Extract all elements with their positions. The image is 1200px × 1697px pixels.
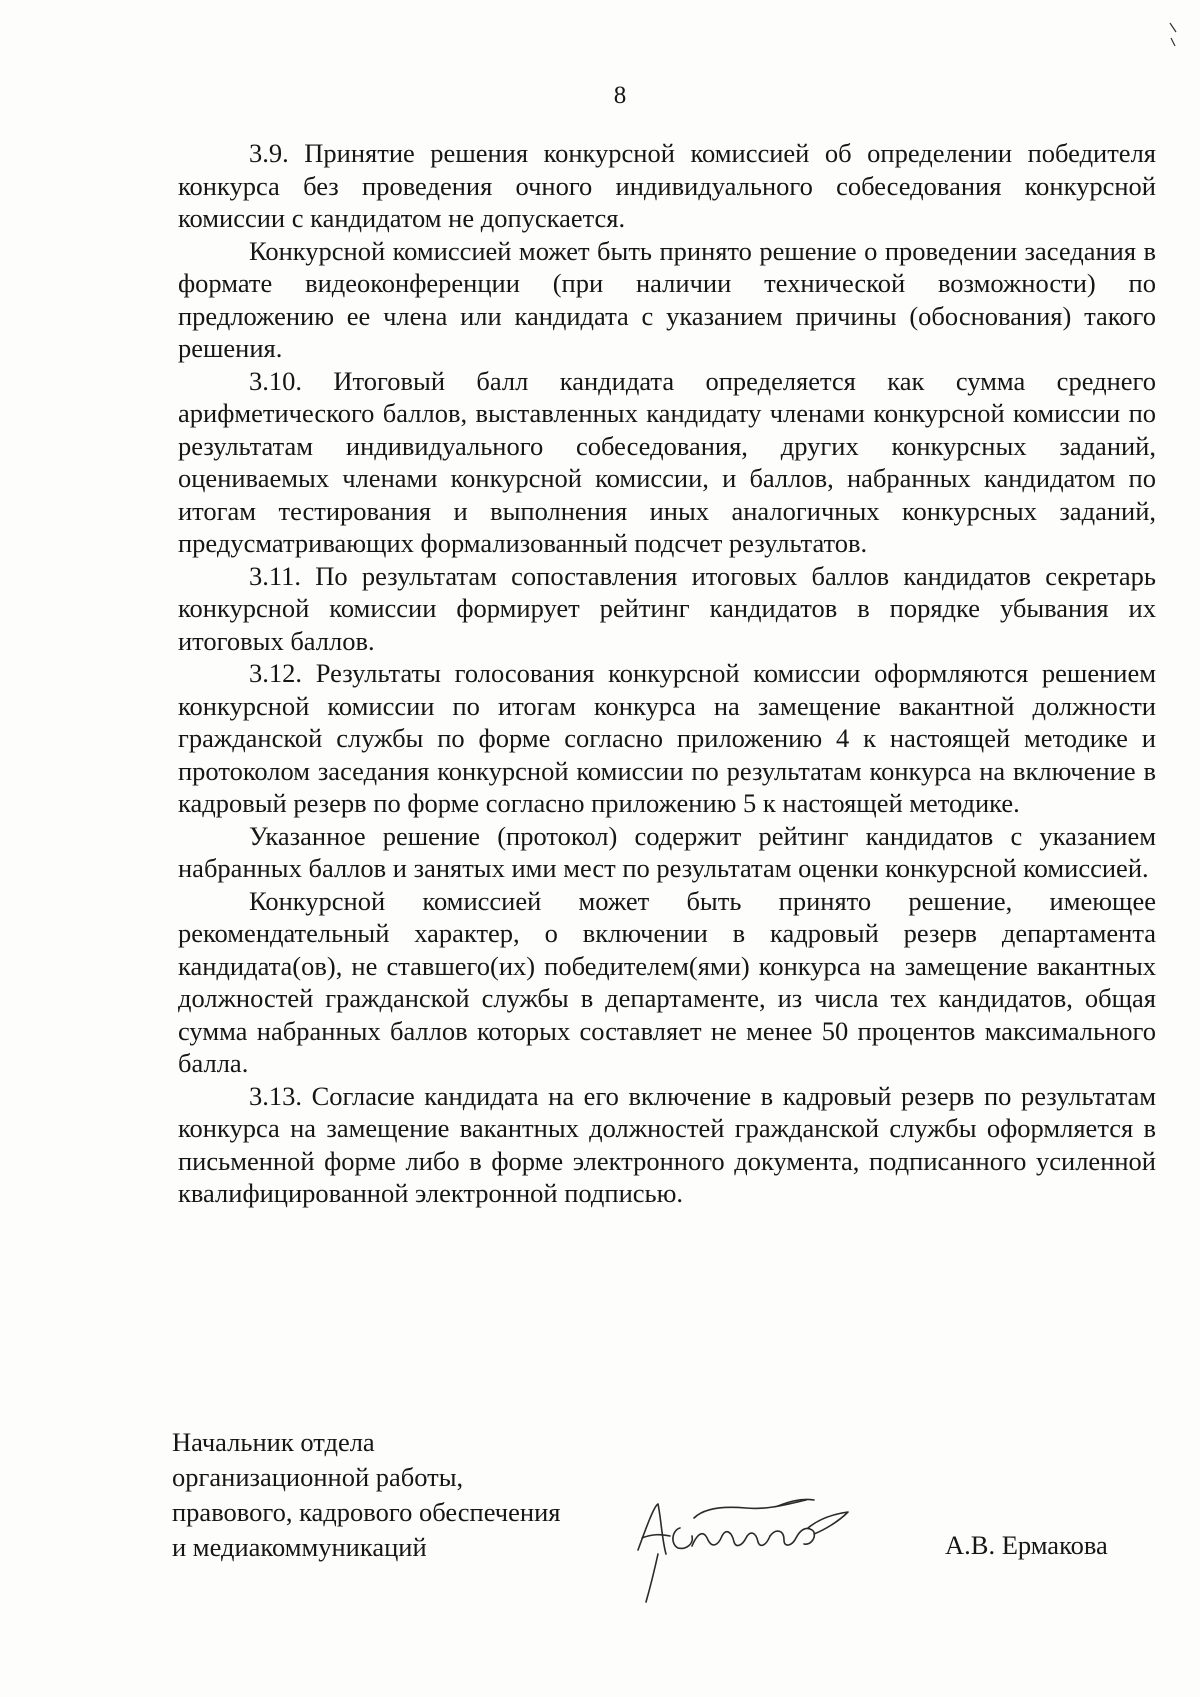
signatory-title-line: и медиакоммуникаций: [172, 1532, 427, 1562]
signer-name: А.В. Ермакова: [945, 1530, 1108, 1560]
paragraph-rating: Указанное решение (протокол) содержит рейтинг кандидатов с указанием набранных баллов и занятых ими мест по результатам оценки конкурсной комиссией.: [178, 820, 1156, 883]
paragraph-3-11: 3.11. По результатам сопоставления итоговых баллов кандидатов секретарь конкурсной комиссии формирует рейтинг кандидатов в порядке убывания их итоговых баллов.: [178, 560, 1156, 656]
paragraph-3-12: 3.12. Результаты голосования конкурсной комиссии оформляются решением конкурсной комиссии по итогам конкурса на замещение вакантной должности гражданской службы по форме согласно приложению 4 к настоящей методике и протоколом заседания конкурсной комиссии по результатам конкурса на включение в кадровый резерв по форме согласно приложению 5 к настоящей методике.: [178, 658, 1156, 818]
signatory-title-line: организационной работы,: [172, 1462, 464, 1492]
paragraph-3-9: 3.9. Принятие решения конкурсной комиссией об определении победителя конкурса без проведения очного индивидуального собеседования конкурсной комиссии с кандидатом не допускается.: [178, 138, 1156, 233]
signatory-title: [172, 1425, 560, 1565]
paragraph-3-13: 3.13. Согласие кандидата на его включение в кадровый резерв по результатам конкурса на замещение вакантных должностей гражданской службы оформляется в письменной форме либо в форме электронного документа, подписанного усиленной квалифицированной электронной подписью.: [178, 1080, 1156, 1208]
scan-mark-icon: [1168, 20, 1178, 50]
paragraph-reserve-recommendation: Конкурсной комиссией может быть принято решение, имеющее рекомендательный характер, о включении в кадровый резерв департамента кандидата(ов), не ставшего(их) победителем(ями) конкурса на замещение вакантных должностей гражданской службы в департаменте, из числа тех кандидатов, общая сумма набранных баллов которых составляет не менее 50 процентов максимального балла.: [178, 885, 1156, 1078]
handwritten-signature-icon: [628, 1488, 868, 1608]
paragraph-videoconference: Конкурсной комиссией может быть принято решение о проведении заседания в формате видеоконференции (при наличии технической возможности) по предложению ее члена или кандидата с указанием причины (обоснования) такого решения.: [178, 235, 1156, 363]
paragraph-3-10: 3.10. Итоговый балл кандидата определяется как сумма среднего арифметического баллов, выставленных кандидату членами конкурсной комиссии по результатам индивидуального собеседования, других конкурсных заданий, оцениваемых членами конкурсной комиссии, и баллов, набранных кандидатом по итогам тестирования и выполнения иных аналогичных конкурсных заданий, предусматривающих формализованный подсчет результатов.: [178, 365, 1156, 558]
signatory-title-line: правового, кадрового обеспечения: [172, 1497, 561, 1527]
signatory-title-line: Начальник отдела: [172, 1427, 375, 1457]
document-body: [178, 137, 1156, 1210]
page-number: 8: [613, 82, 627, 109]
